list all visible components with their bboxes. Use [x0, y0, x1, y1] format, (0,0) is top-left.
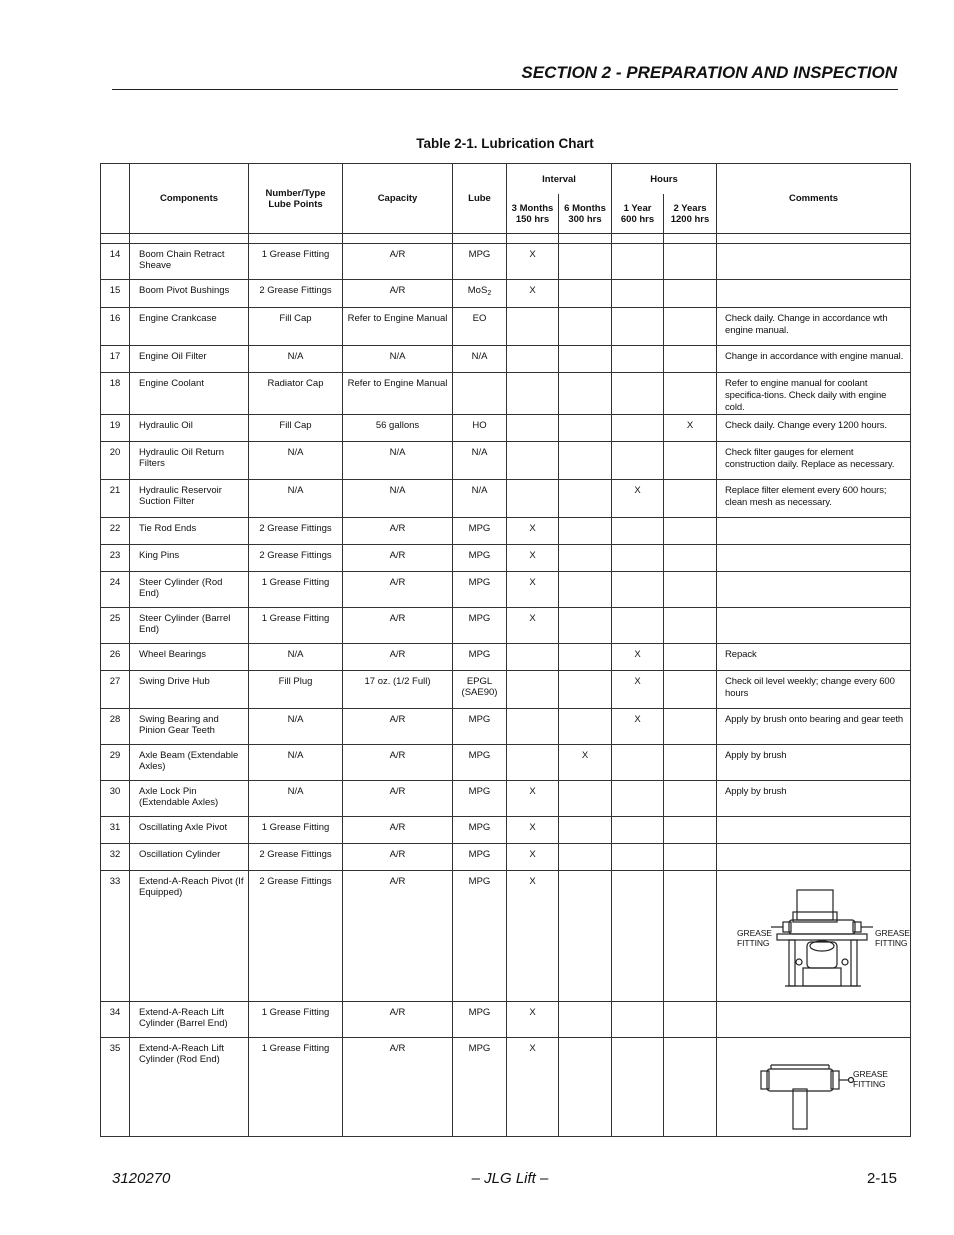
comments-text [717, 817, 911, 844]
component-name: Steer Cylinder (Barrel End) [130, 608, 249, 644]
capacity-value: A/R [343, 1002, 453, 1038]
table-row [101, 572, 911, 608]
component-name: Hydraulic Oil [130, 415, 249, 442]
header-capacity: Capacity [343, 164, 453, 234]
cylinder-diagram [725, 1043, 904, 1135]
lube-type: HO [453, 415, 507, 442]
interval-6-months [559, 709, 612, 745]
interval-2-years [664, 709, 717, 745]
pivot-diagram [725, 876, 910, 1000]
interval-2-years [664, 1002, 717, 1038]
comments-text [717, 518, 911, 545]
header-6-months-line1: 6 Months [564, 202, 606, 214]
component-name: Axle Beam (Extendable Axles) [130, 745, 249, 781]
interval-3-months [507, 415, 559, 442]
interval-3-months [507, 671, 559, 709]
interval-2-years [664, 871, 717, 1002]
header-number-type-line1: Number/Type [265, 187, 326, 199]
comments-text: Repack [717, 644, 911, 671]
table-row [101, 442, 911, 480]
lube-points: Fill Plug [249, 671, 343, 709]
lube-type: MPG [453, 545, 507, 572]
interval-2-years [664, 644, 717, 671]
lube-points: Radiator Cap [249, 373, 343, 415]
interval-1-year [612, 572, 664, 608]
interval-6-months [559, 308, 612, 346]
interval-1-year [612, 781, 664, 817]
interval-1-year: X [612, 644, 664, 671]
row-number: 14 [101, 244, 130, 280]
header-3-months-line1: 3 Months [511, 202, 554, 214]
lube-type-subscript: 2 [487, 290, 492, 297]
interval-6-months [559, 280, 612, 308]
comments-text: Apply by brush [717, 745, 911, 781]
capacity-value: A/R [343, 745, 453, 781]
comments-text [717, 572, 911, 608]
table-row [101, 308, 911, 346]
capacity-value: Refer to Engine Manual [343, 373, 453, 415]
component-name: Hydraulic Reservoir Suction Filter [130, 480, 249, 518]
header-1-year-line2: 600 hrs [620, 213, 655, 225]
interval-3-months [507, 745, 559, 781]
interval-6-months [559, 480, 612, 518]
interval-6-months [559, 608, 612, 644]
comments-text [717, 608, 911, 644]
lube-points: 2 Grease Fittings [249, 871, 343, 1002]
lube-type: MPG [453, 781, 507, 817]
row-number: 25 [101, 608, 130, 644]
interval-2-years [664, 572, 717, 608]
comments-text [717, 1002, 911, 1038]
table-row [101, 745, 911, 781]
header-2-years-line1: 2 Years [673, 202, 707, 214]
figure-cell-cylinder [717, 1038, 911, 1137]
table-row [101, 518, 911, 545]
interval-1-year: X [612, 709, 664, 745]
interval-3-months [507, 346, 559, 373]
table-row [101, 244, 911, 280]
row-number: 17 [101, 346, 130, 373]
lube-points: 2 Grease Fittings [249, 844, 343, 871]
table-row [101, 671, 911, 709]
lube-points: 1 Grease Fitting [249, 572, 343, 608]
lube-type: MPG [453, 608, 507, 644]
table-row [101, 844, 911, 871]
row-number: 23 [101, 545, 130, 572]
table-row [101, 373, 911, 415]
lube-type: MPG [453, 244, 507, 280]
table-row [101, 415, 911, 442]
doc-number: 3120270 [112, 1170, 171, 1187]
comments-text: Check oil level weekly; change every 600 hours [717, 671, 911, 709]
header-2-years-line2: 1200 hrs [670, 213, 710, 225]
interval-1-year [612, 745, 664, 781]
lube-points: N/A [249, 644, 343, 671]
lube-type: N/A [453, 346, 507, 373]
component-name: Extend-A-Reach Lift Cylinder (Barrel End) [130, 1002, 249, 1038]
capacity-value: N/A [343, 480, 453, 518]
interval-2-years [664, 844, 717, 871]
comments-text [717, 844, 911, 871]
lubrication-chart-table [100, 163, 911, 1137]
header-spacer-row [101, 234, 911, 244]
interval-1-year: X [612, 671, 664, 709]
interval-3-months: X [507, 518, 559, 545]
lube-points: 2 Grease Fittings [249, 280, 343, 308]
lube-type-main: MoS [467, 285, 488, 296]
lube-type: N/A [453, 480, 507, 518]
interval-3-months [507, 308, 559, 346]
interval-6-months [559, 871, 612, 1002]
comments-text: Check filter gauges for element construction daily. Replace as necessary. [717, 442, 911, 480]
capacity-value: A/R [343, 781, 453, 817]
label-right-line1: GREASE [875, 928, 910, 938]
interval-1-year [612, 844, 664, 871]
interval-6-months [559, 671, 612, 709]
interval-2-years [664, 373, 717, 415]
table-row [101, 480, 911, 518]
table-row [101, 644, 911, 671]
comments-text [717, 244, 911, 280]
interval-6-months [559, 817, 612, 844]
header-lube: Lube [453, 164, 507, 234]
lube-points: N/A [249, 709, 343, 745]
component-name: Swing Drive Hub [130, 671, 249, 709]
table-title: Table 2-1. Lubrication Chart [416, 136, 594, 151]
interval-2-years [664, 244, 717, 280]
label-left-line2: FITTING [737, 938, 770, 948]
grease-fitting-label-left [737, 928, 772, 948]
table-row [101, 1038, 911, 1137]
header-components: Components [130, 164, 249, 234]
interval-3-months: X [507, 1002, 559, 1038]
row-number: 30 [101, 781, 130, 817]
row-number: 21 [101, 480, 130, 518]
interval-2-years [664, 346, 717, 373]
row-number: 18 [101, 373, 130, 415]
capacity-value: A/R [343, 280, 453, 308]
capacity-value: 56 gallons [343, 415, 453, 442]
page-number: 2-15 [866, 1170, 897, 1187]
interval-3-months [507, 373, 559, 415]
interval-3-months [507, 644, 559, 671]
interval-1-year [612, 308, 664, 346]
interval-6-months [559, 545, 612, 572]
interval-3-months: X [507, 608, 559, 644]
interval-6-months [559, 346, 612, 373]
interval-1-year [612, 1002, 664, 1038]
grease-fitting-label [853, 1069, 888, 1089]
table-row [101, 545, 911, 572]
component-name: Engine Coolant [130, 373, 249, 415]
capacity-value: A/R [343, 608, 453, 644]
row-number: 35 [101, 1038, 130, 1137]
interval-6-months [559, 244, 612, 280]
comments-text: Change in accordance with engine manual. [717, 346, 911, 373]
row-number: 28 [101, 709, 130, 745]
interval-6-months [559, 442, 612, 480]
lube-points: 1 Grease Fitting [249, 817, 343, 844]
row-number: 34 [101, 1002, 130, 1038]
table-row [101, 871, 911, 1002]
lube-type: MPG [453, 1002, 507, 1038]
lube-type: N/A [453, 442, 507, 480]
lube-points: Fill Cap [249, 415, 343, 442]
lube-points: N/A [249, 745, 343, 781]
comments-text: Check daily. Change every 1200 hours. [717, 415, 911, 442]
component-name: Oscillation Cylinder [130, 844, 249, 871]
label-right-line2: FITTING [875, 938, 908, 948]
interval-1-year [612, 244, 664, 280]
comments-text: Apply by brush [717, 781, 911, 817]
interval-2-years [664, 545, 717, 572]
header-hours: Hours [612, 164, 717, 195]
interval-2-years [664, 308, 717, 346]
header-3-months [507, 194, 559, 234]
lube-type: EO [453, 308, 507, 346]
lube-points: 2 Grease Fittings [249, 545, 343, 572]
table-row [101, 781, 911, 817]
interval-2-years [664, 280, 717, 308]
component-name: Extend-A-Reach Lift Cylinder (Rod End) [130, 1038, 249, 1137]
component-name: Wheel Bearings [130, 644, 249, 671]
interval-3-months [507, 480, 559, 518]
table-body [101, 234, 911, 1137]
lube-points: N/A [249, 346, 343, 373]
interval-1-year [612, 373, 664, 415]
interval-2-years [664, 518, 717, 545]
interval-6-months [559, 1038, 612, 1137]
interval-2-years [664, 442, 717, 480]
comments-text: Replace filter element every 600 hours; clean mesh as necessary. [717, 480, 911, 518]
capacity-value: A/R [343, 518, 453, 545]
interval-3-months: X [507, 545, 559, 572]
component-name: Boom Pivot Bushings [130, 280, 249, 308]
header-1-year-line1: 1 Year [623, 202, 652, 214]
row-number: 16 [101, 308, 130, 346]
interval-1-year [612, 817, 664, 844]
interval-3-months [507, 709, 559, 745]
interval-3-months: X [507, 1038, 559, 1137]
lube-type: MPG [453, 572, 507, 608]
row-number: 32 [101, 844, 130, 871]
lube-type: MPG [453, 817, 507, 844]
lube-type [453, 373, 507, 415]
interval-2-years [664, 608, 717, 644]
header-6-months-line2: 300 hrs [568, 213, 602, 225]
table-row [101, 608, 911, 644]
interval-1-year: X [612, 480, 664, 518]
component-name: Engine Oil Filter [130, 346, 249, 373]
interval-6-months [559, 572, 612, 608]
comments-text [717, 280, 911, 308]
figure-cell-pivot [717, 871, 911, 1002]
row-number: 29 [101, 745, 130, 781]
table-row [101, 1002, 911, 1038]
interval-3-months: X [507, 871, 559, 1002]
row-number: 27 [101, 671, 130, 709]
component-name: Engine Crankcase [130, 308, 249, 346]
interval-3-months: X [507, 572, 559, 608]
interval-6-months [559, 644, 612, 671]
interval-6-months [559, 781, 612, 817]
capacity-value: Refer to Engine Manual [343, 308, 453, 346]
interval-3-months: X [507, 817, 559, 844]
component-name: Boom Chain Retract Sheave [130, 244, 249, 280]
interval-1-year [612, 415, 664, 442]
table-row [101, 280, 911, 308]
interval-3-months: X [507, 244, 559, 280]
interval-6-months [559, 1002, 612, 1038]
row-number: 20 [101, 442, 130, 480]
header-row-number [101, 164, 130, 234]
component-name: Swing Bearing and Pinion Gear Teeth [130, 709, 249, 745]
footer-brand: – JLG Lift – [471, 1170, 549, 1187]
interval-1-year [612, 871, 664, 1002]
lube-type [453, 280, 507, 308]
capacity-value: 17 oz. (1/2 Full) [343, 671, 453, 709]
row-number: 19 [101, 415, 130, 442]
lube-type: MPG [453, 518, 507, 545]
capacity-value: A/R [343, 572, 453, 608]
capacity-value: A/R [343, 871, 453, 1002]
comments-text: Apply by brush onto bearing and gear teeth [717, 709, 911, 745]
interval-6-months [559, 844, 612, 871]
capacity-value: A/R [343, 644, 453, 671]
interval-1-year [612, 442, 664, 480]
table-row [101, 817, 911, 844]
capacity-value: N/A [343, 346, 453, 373]
lube-points: 1 Grease Fitting [249, 244, 343, 280]
header-number-type-line2: Lube Points [268, 198, 323, 210]
interval-1-year [612, 608, 664, 644]
grease-fitting-label-right [875, 928, 910, 948]
header-comments: Comments [717, 164, 911, 234]
comments-text: Refer to engine manual for coolant specifica-tions. Check daily with engine cold. [717, 373, 911, 415]
comments-text: Check daily. Change in accordance wth engine manual. [717, 308, 911, 346]
interval-2-years [664, 745, 717, 781]
header-number-type [249, 164, 343, 234]
interval-3-months: X [507, 844, 559, 871]
interval-1-year [612, 518, 664, 545]
interval-2-years [664, 480, 717, 518]
interval-6-months [559, 373, 612, 415]
capacity-value: A/R [343, 244, 453, 280]
cylinder-diagram-svg [725, 1055, 917, 1135]
row-number: 31 [101, 817, 130, 844]
row-number: 22 [101, 518, 130, 545]
component-name: Steer Cylinder (Rod End) [130, 572, 249, 608]
label-line2: FITTING [853, 1079, 886, 1089]
lube-points: Fill Cap [249, 308, 343, 346]
lube-points: 1 Grease Fitting [249, 1002, 343, 1038]
header-3-months-line2: 150 hrs [515, 213, 550, 225]
lube-points: N/A [249, 442, 343, 480]
interval-2-years [664, 817, 717, 844]
capacity-value: A/R [343, 545, 453, 572]
component-name: Extend-A-Reach Pivot (If Equipped) [130, 871, 249, 1002]
lube-type: MPG [453, 1038, 507, 1137]
interval-2-years: X [664, 415, 717, 442]
capacity-value: N/A [343, 442, 453, 480]
interval-6-months [559, 518, 612, 545]
component-name: King Pins [130, 545, 249, 572]
lube-type: MPG [453, 844, 507, 871]
component-name: Axle Lock Pin (Extendable Axles) [130, 781, 249, 817]
interval-3-months: X [507, 781, 559, 817]
lube-points: N/A [249, 781, 343, 817]
component-name: Hydraulic Oil Return Filters [130, 442, 249, 480]
header-2-years [664, 194, 717, 234]
lube-type: MPG [453, 709, 507, 745]
capacity-value: A/R [343, 817, 453, 844]
label-left-line1: GREASE [737, 928, 772, 938]
section-title: SECTION 2 - PREPARATION AND INSPECTION [521, 63, 897, 82]
interval-2-years [664, 781, 717, 817]
row-number: 26 [101, 644, 130, 671]
interval-3-months: X [507, 280, 559, 308]
comments-text [717, 545, 911, 572]
component-name: Oscillating Axle Pivot [130, 817, 249, 844]
interval-2-years [664, 1038, 717, 1137]
header-1-year [612, 194, 664, 234]
lube-points: N/A [249, 480, 343, 518]
capacity-value: A/R [343, 1038, 453, 1137]
table-row [101, 346, 911, 373]
capacity-value: A/R [343, 709, 453, 745]
row-number: 15 [101, 280, 130, 308]
lube-points: 1 Grease Fitting [249, 1038, 343, 1137]
lube-points: 2 Grease Fittings [249, 518, 343, 545]
label-line1: GREASE [853, 1069, 888, 1079]
interval-1-year [612, 545, 664, 572]
capacity-value: A/R [343, 844, 453, 871]
table-row [101, 709, 911, 745]
component-name: Tie Rod Ends [130, 518, 249, 545]
header-rule [112, 89, 898, 90]
interval-1-year [612, 346, 664, 373]
lube-type: MPG [453, 644, 507, 671]
row-number: 33 [101, 871, 130, 1002]
interval-2-years [664, 671, 717, 709]
lube-type: MPG [453, 871, 507, 1002]
interval-3-months [507, 442, 559, 480]
interval-6-months: X [559, 745, 612, 781]
interval-6-months [559, 415, 612, 442]
lube-type: MPG [453, 745, 507, 781]
row-number: 24 [101, 572, 130, 608]
header-6-months [559, 194, 612, 234]
lube-points: 1 Grease Fitting [249, 608, 343, 644]
lube-type: EPGL (SAE90) [453, 671, 507, 709]
interval-1-year [612, 280, 664, 308]
header-interval: Interval [507, 164, 612, 195]
interval-1-year [612, 1038, 664, 1137]
